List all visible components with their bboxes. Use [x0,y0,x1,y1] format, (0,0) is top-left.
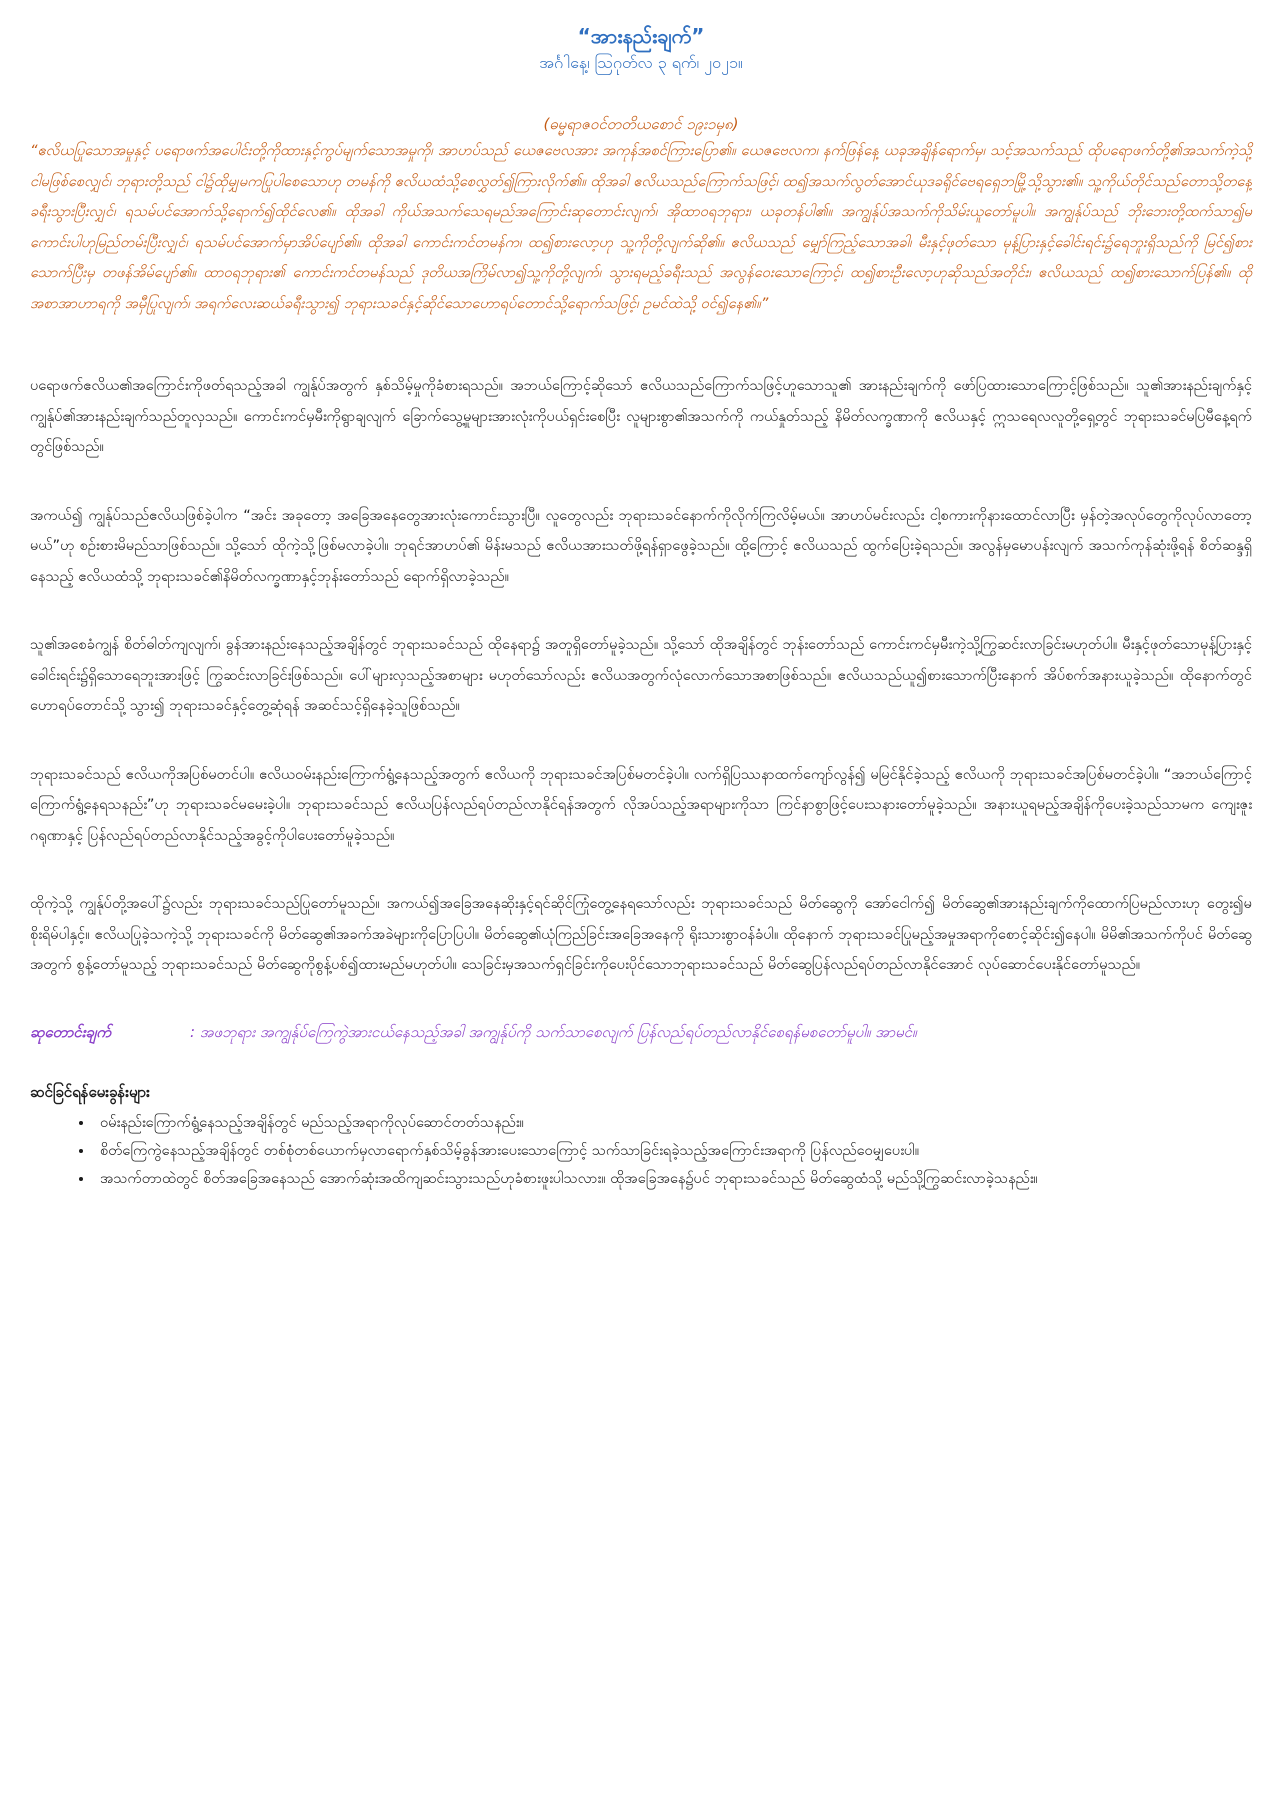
reflection-question: • ဝမ်းနည်းကြောက်ရွံ့နေသည့်အချိန်တွင် မည်သည့်အရာကိုလုပ်ဆောင်တတ်သနည်း။ [94,1109,1252,1137]
devotional-date: အင်္ဂါနေ့၊ ဩဂုတ်လ ၃ ရက်၊ ၂၀၂၁။ [539,53,743,72]
devotional-title: “အားနည်းချက်” [577,24,705,48]
body-paragraph-1: ပရောဖက်ဧလိယ၏အကြောင်းကိုဖတ်ရသည့်အခါ ကျွန်ုပ်အတွက် နှစ်သိမ့်မှုကိုခံစားရသည်။ အဘယ်ကြောင့်ဆိုသော် ဧလိယသည်ကြောက်သဖြင့်ဟူသောသူ၏ အားနည်းချက်ကို ဖော်ပြထားသောကြောင့်ဖြစ်သည်။ သူ၏အားနည်းချက်နှင့် ကျွန်ုပ်၏အားနည်းချက်သည်တူလှသည်။ ကောင်းကင်မှမီးကိုရွာချလျက် ခြောက်သွေ့မှုများအားလုံးကိုပယ်ရှင်းစေပြီး လူများစွာ၏အသက်ကို ကယ်နှုတ်သည့် နိမိတ်လက္ခဏာကို ဧလိယနှင့် ဣသရေလလူတို့ရှေ့တွင် ဘုရားသခင်မပြမီနေ့ရက်တွင်ဖြစ်သည်။ [30,377,1252,455]
prayer-label: ဆုတောင်းချက် [30,1022,112,1041]
body-paragraph-3: သူ၏အစေခံကျွန် စိတ်ဓါတ်ကျလျက်၊ ခွန်အားနည်းနေသည့်အချိန်တွင် ဘုရားသခင်သည် ထိုနေရာ၌ အတူရှိတော်မူခဲ့သည်။ သို့သော် ထိုအချိန်တွင် ဘုန်းတော်သည် ကောင်းကင်မှမီးကဲ့သို့ကြွဆင်းလာခြင်းမဟုတ်ပါ။ မီးနှင့်ဖုတ်သောမုန့်ပြားနှင့်ခေါင်းရင်း၌ရှိသောရေဘူးအားဖြင့် ကြွဆင်းလာခြင်းဖြစ်သည်။ ပေါ်များလှသည့်အစာများ မဟုတ်သော်လည်း ဧလိယအတွက်လုံလောက်သောအစာဖြစ်သည်။ ဧလိယသည်ယူ၍စားသောက်ပြီးနောက် အိပ်စက်အနားယူခဲ့သည်။ ထိုနောက်တွင် ဟောရပ်တောင်သို့ သွား၍ ဘုရားသခင်နှင့်တွေ့ဆုံရန် အဆင်သင့်ရှိနေခဲ့သူဖြစ်သည်။ [30,636,1252,714]
reflection-question: • အသက်တာထဲတွင် စိတ်အခြေအနေသည် အောက်ဆုံးအထိကျဆင်းသွားသည်ဟုခံစားဖူးပါသလား။ ထိုအခြေအနေ၌ပင် ဘုရားသခင်သည် မိတ်ဆွေထံသို့ မည်သို့ကြွဆင်းလာခဲ့သနည်း။ [94,1165,1252,1193]
prayer-text: : အဖဘုရား အကျွန်ုပ်ကြေကွဲအားငယ်နေသည့်အခါ အကျွန်ုပ်ကို သက်သာစေလျက် ပြန်လည်ရပ်တည်လာနိုင်စေရန်မစတော်မူပါ။ အာမင်။ [190,1022,917,1041]
reflection-questions-list [30,1109,1252,1193]
reflection-questions-title: ဆင်ခြင်ရန်မေးခွန်းများ [30,1082,150,1101]
body-paragraph-2: အကယ်၍ ကျွန်ုပ်သည်ဧလိယဖြစ်ခဲ့ပါက “အင်း အခုတော့ အခြေအနေတွေအားလုံးကောင်းသွားပြီ။ လူတွေလည်း ဘုရားသခင်နောက်ကိုလိုက်ကြလိမ့်မယ်။ အာဟပ်မင်းလည်း ငါ့စကားကိုနားထောင်လာပြီး မှန်တဲ့အလုပ်တွေကိုလုပ်လာတော့မယ်”ဟု စဉ်းစားမိမည်သာဖြစ်သည်။ သို့သော် ထိုကဲ့သို့ဖြစ်မလာခဲ့ပါ။ ဘုရင်အာဟပ်၏ မိန်းမသည် ဧလိယအားသတ်ဖို့ရန်ရှာဖွေခဲ့သည်။ ထို့ကြောင့် ဧလိယသည် ထွက်ပြေးခဲ့ရသည်။ အလွန်မှမောပန်းလျက် အသက်ကုန်ဆုံးဖို့ရန် စိတ်ဆန္ဒရှိနေသည့် ဧလိယထံသို့ ဘုရားသခင်၏နိမိတ်လက္ခဏာနှင့်ဘုန်းတော်သည် ရောက်ရှိလာခဲ့သည်။ [30,506,1252,585]
prayer-section [30,1019,1252,1045]
body-paragraph-5: ထိုကဲ့သို့ ကျွန်ုပ်တို့အပေါ်၌လည်း ဘုရားသခင်သည်ပြုတော်မူသည်။ အကယ်၍အခြေအနေဆိုးနှင့်ရင်ဆိုင်ကြုံတွေ့နေရသော်လည်း ဘုရားသခင်သည် မိတ်ဆွေကို အော်ငေါက်၍ မိတ်ဆွေ၏အားနည်းချက်ကိုထောက်ပြမည်လားဟု တွေး၍မစိုးရိမ်ပါနှင့်။ ဧလိယပြုခဲ့သကဲ့သို့ ဘုရားသခင်ကို မိတ်ဆွေ၏အခက်အခဲများကိုပြောပြပါ။ မိတ်ဆွေ၏ယုံကြည်ခြင်းအခြေအနေကို ရိုးသားစွာဝန်ခံပါ။ ထိုနောက် ဘုရားသခင်ပြုမည့်အမှုအရာကိုစောင့်ဆိုင်း၍နေပါ။ မိမိ၏အသက်ကိုပင် မိတ်ဆွေအတွက် စွန့်တော်မူသည့် ဘုရားသခင်သည် မိတ်ဆွေကိုစွန့်ပစ်၍ထားမည်မဟုတ်ပါ။ သေခြင်းမှအသက်ရှင်ခြင်းကိုပေးပိုင်သောဘုရားသခင်သည် မိတ်ဆွေပြန်လည်ရပ်တည်လာနိုင်အောင် လုပ်ဆောင်ပေးနိုင်တော်မူသည်။ [30,895,1252,973]
body-paragraph-4: ဘုရားသခင်သည် ဧလိယကိုအပြစ်မတင်ပါ။ ဧလိယဝမ်းနည်းကြောက်ရွံ့နေသည့်အတွက် ဧလိယကို ဘုရားသခင်အပြစ်မတင်ခဲ့ပါ။ လက်ရှိပြဿနာထက်ကျော်လွန်၍ မမြင်နိုင်ခဲ့သည့် ဧလိယကို ဘုရားသခင်အပြစ်မတင်ခဲ့ပါ။ “အဘယ်ကြောင့် ကြောက်ရွံ့နေရသနည်း”ဟု ဘုရားသခင်မမေးခဲ့ပါ။ ဘုရားသခင်သည် ဧလိယပြန်လည်ရပ်တည်လာနိုင်ရန်အတွက် လိုအပ်သည့်အရာများကိုသာ ကြင်နာစွာဖြင့်ပေးသနားတော်မူခဲ့သည်။ အနားယူရမည့်အချိန်ကိုပေးခဲ့သည်သာမက ကျေးဇူးဂရုဏာနှင့် ပြန်လည်ရပ်တည်လာနိုင်သည့်အခွင့်ကိုပါပေးတော်မူခဲ့သည်။ [30,765,1252,844]
scripture-reference: (ဓမ္မရာဇဝင်တတိယစောင် ၁၉း၁မှ၈) [543,115,739,133]
scripture-passage: “ဧလိယပြုသောအမှုနှင့် ပရောဖက်အပေါင်းတို့ကိုထားနှင့်ကွပ်မျက်သောအမှုကို၊ အာဟပ်သည် ယေဇဗေလအား အကုန်အစင်ကြားပြော၏။ ယေဇဗေလက၊ နက်ဖြန်နေ့ ယခုအချိန်ရောက်မှ၊ သင့်အသက်သည် ထိုပရောဖက်တို့၏အသက်ကဲ့သို့ငါမဖြစ်စေလျှင်၊ ဘုရားတို့သည် ငါ၌ထိုမျှမကပြုပါစေသောဟု တမန်ကို ဧလိယထံသို့စေလွှတ်၍ကြားလိုက်၏။ ထိုအခါ ဧလိယသည်ကြောက်သဖြင့်၊ ထ၍အသက်လွတ်အောင်ယုဒခရိုင်ဗေရရှေဘမြို့သို့သွား၏။ သူ့ကိုယ်တိုင်သည်တောသို့တနေ့ခရီးသွားပြီးလျှင်၊ ရသမ်ပင်အောက်သို့ရောက်၍ထိုင်လေ၏။ ထိုအခါ ကိုယ်အသက်သေရမည်အကြောင်းဆုတောင်းလျက်၊ အိုထာဝရဘုရား၊ ယခုတန်ပါ၏။ အကျွန်ုပ်အသက်ကိုသိမ်းယူတော်မူပါ။ အကျွန်ုပ်သည် ဘိုးဘေးတို့ထက်သာ၍မကောင်းပါဟုမြည်တမ်းပြီးလျှင်၊ ရသမ်ပင်အောက်မှာအိပ်ပျော်၏။ ထိုအခါ ကောင်းကင်တမန်က၊ ထ၍စားလော့ဟု သူ့ကိုတို့လျက်ဆို၏။ ဧလိယသည် မျှော်ကြည့်သောအခါ၊ မီးနှင့်ဖုတ်သော မုန့်ပြားနှင့်ခေါင်းရင်း၌ရေဘူးရှိသည်ကို မြင်၍စားသောက်ပြီးမှ တဖန်အိမ်ပျော်၏။ ထာဝရဘုရား၏ ကောင်းကင်တမန်သည် ဒုတိယအကြိမ်လာ၍သူ့ကိုတို့လျက်၊ သွားရမည့်ခရီးသည် အလွန်ဝေးသောကြောင့်၊ ထ၍စားဦးလော့ဟုဆိုသည်အတိုင်း၊ ဧလိယသည် ထ၍စားသောက်ပြန်၏။ ထိုအစာအာဟာရကို အမှီပြုလျက်၊ အရက်လေးဆယ်ခရီးသွား၍ ဘုရားသခင်နှင့်ဆိုင်သောဟောရပ်တောင်သို့ရောက်သဖြင့်၊ ဥမင်ထဲသို့ ဝင်၍နေ၏။” [30,142,1253,312]
reflection-question: • စိတ်ကြေကွဲနေသည့်အချိန်တွင် တစ်စုံတစ်ယောက်မှလာရောက်နှစ်သိမ့်ခွန်အားပေးသောကြောင့် သက်သာခြင်းရခဲ့သည့်အကြောင်းအရာကို ပြန်လည်ဝေမျှပေးပါ။ [94,1137,1252,1165]
